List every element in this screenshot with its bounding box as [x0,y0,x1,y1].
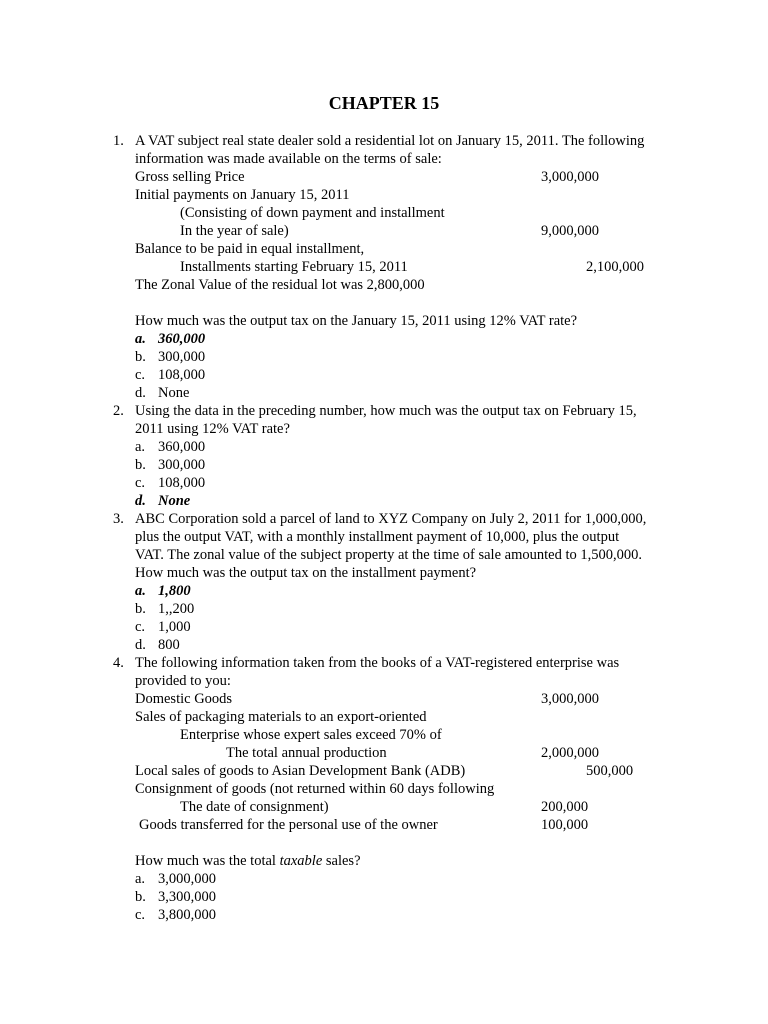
choice-letter: a. [135,871,146,887]
item-label: Installments starting February 15, 2011 [180,259,408,275]
prompt-part: sales? [322,853,361,869]
choice-text: None [158,385,190,401]
item-label: The total annual production [226,745,387,761]
item-label: Local sales of goods to Asian Development Bank (ADB) [135,763,466,779]
question-number: 3. [113,511,124,527]
choice-letter: d. [135,493,146,509]
item-label: The date of consignment) [180,799,329,815]
item-label: Initial payments on January 15, 2011 [135,187,350,203]
choice-letter: a. [135,439,146,455]
choice-text-answer: 1,800 [158,583,191,599]
choice-text: 300,000 [158,457,206,473]
choice-letter: c. [135,475,146,491]
prompt-part: How much was the total [135,853,280,869]
item-label: Enterprise whose expert sales exceed 70% of [180,727,442,743]
question-stem-line: Using the data in the preceding number, how much was the output tax on February 15, [135,403,637,419]
question-number: 1. [113,133,124,149]
item-value: 9,000,000 [541,223,599,239]
item-value: 2,100,000 [586,259,644,275]
item-label: The Zonal Value of the residual lot was 2,800,000 [135,277,425,293]
question-stem-line: information was made available on the terms of sale: [135,151,442,167]
choice-letter: c. [135,907,146,923]
question-number: 4. [113,655,124,671]
choice-text: 3,000,000 [158,871,216,887]
choice-letter: a. [135,331,146,347]
choice-letter: b. [135,349,146,365]
question-stem-line: 2011 using 12% VAT rate? [135,421,290,437]
choice-letter: c. [135,619,146,635]
choice-text: 3,800,000 [158,907,216,923]
question-prompt [135,852,361,870]
question-stem-line: A VAT subject real state dealer sold a residential lot on January 15, 2011. The following [135,133,645,149]
question-number: 2. [113,403,124,419]
choice-text: 108,000 [158,367,206,383]
choice-letter: d. [135,637,146,653]
choice-letter: b. [135,889,146,905]
question-stem-line: VAT. The zonal value of the subject property at the time of sale amounted to 1,500,000. [135,547,642,563]
choice-letter: d. [135,385,146,401]
question-stem-line: How much was the output tax on the installment payment? [135,565,477,581]
choice-text: 3,300,000 [158,889,216,905]
item-value: 2,000,000 [541,745,599,761]
item-value: 200,000 [541,799,589,815]
item-label: Balance to be paid in equal installment, [135,241,365,257]
choice-letter: b. [135,457,146,473]
choice-text: 1,,200 [158,601,195,617]
item-label: Domestic Goods [135,691,233,707]
question-stem-line: plus the output VAT, with a monthly installment payment of 10,000, plus the output [135,529,620,545]
item-label: Goods transferred for the personal use of the owner [139,817,438,833]
chapter-title: CHAPTER 15 [328,93,440,113]
choice-text: 800 [158,637,180,653]
prompt-emphasis: taxable [279,853,323,869]
item-label: (Consisting of down payment and installment [180,205,445,221]
question-stem-line: ABC Corporation sold a parcel of land to XYZ Company on July 2, 2011 for 1,000,000, [135,511,647,527]
choice-letter: c. [135,367,146,383]
item-value: 3,000,000 [541,169,599,185]
choice-text: 1,000 [158,619,191,635]
item-label: Gross selling Price [135,169,245,185]
choice-text: 108,000 [158,475,206,491]
item-value: 3,000,000 [541,691,599,707]
item-label: Sales of packaging materials to an export-oriented [135,709,427,725]
item-label: Consignment of goods (not returned within 60 days following [135,781,495,797]
question-prompt: How much was the output tax on the January 15, 2011 using 12% VAT rate? [135,313,578,329]
choice-text: 360,000 [158,439,206,455]
choice-text: 300,000 [158,349,206,365]
question-stem-line: provided to you: [135,673,231,689]
choice-text-answer: None [158,493,191,509]
question-stem-line: The following information taken from the books of a VAT-registered enterprise was [135,655,620,671]
choice-letter: a. [135,583,146,599]
item-value: 100,000 [541,817,589,833]
choice-letter: b. [135,601,146,617]
item-label: In the year of sale) [180,223,289,239]
choice-text-answer: 360,000 [158,331,206,347]
item-value: 500,000 [586,763,634,779]
